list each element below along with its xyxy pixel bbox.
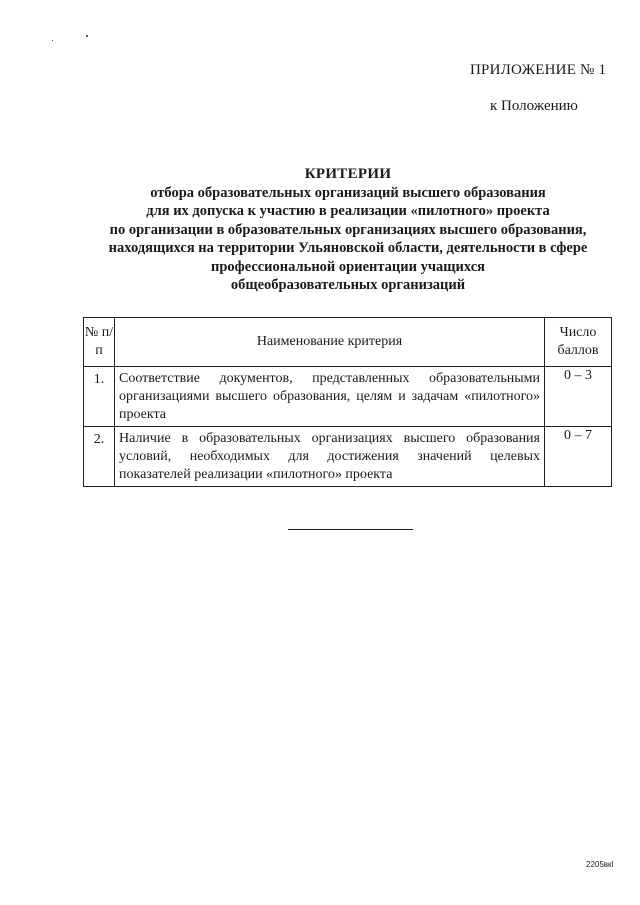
table-row: [84, 367, 612, 427]
row-score: 0 – 7: [545, 427, 612, 487]
row-criterion: Соответствие документов, представленных образовательными организациями высшего образования, целям и задачам «пилотного» проекта: [115, 367, 545, 427]
title-line: общеобразовательных организаций: [230, 277, 466, 293]
document-title: [28, 165, 640, 295]
appendix-label: ПРИЛОЖЕНИЕ № 1: [470, 62, 607, 78]
regulation-reference: к Положению: [490, 98, 578, 114]
title-line: профессиональной ориентации учащихся: [211, 258, 485, 275]
title-line: для их допуска к участию в реализации «пилотного» проекта: [146, 203, 550, 219]
header-number: № п/п: [84, 318, 115, 367]
scan-speck: [86, 35, 88, 37]
table-header-row: [84, 318, 612, 367]
table-row: [84, 427, 612, 487]
end-divider: [288, 529, 413, 530]
criteria-table: [83, 317, 612, 487]
row-score: 0 – 3: [545, 367, 612, 427]
document-code: 2205вкl: [586, 860, 614, 869]
scan-speck: [52, 40, 53, 41]
title-heading: КРИТЕРИИ: [304, 166, 392, 182]
title-line: по организации в образовательных организациях высшего образования,: [109, 221, 587, 238]
row-number: 1.: [84, 367, 115, 427]
row-number: 2.: [84, 427, 115, 487]
header-criterion-name: Наименование критерия: [115, 318, 545, 367]
row-criterion: Наличие в образовательных организациях высшего образования условий, необходимых для достижения значений целевых показателей реализации «пилотного» проекта: [115, 427, 545, 487]
title-line: отбора образовательных организаций высшего образования: [150, 184, 546, 201]
header-score: Число баллов: [545, 318, 612, 367]
title-line: находящихся на территории Ульяновской области, деятельности в сфере: [108, 240, 588, 256]
